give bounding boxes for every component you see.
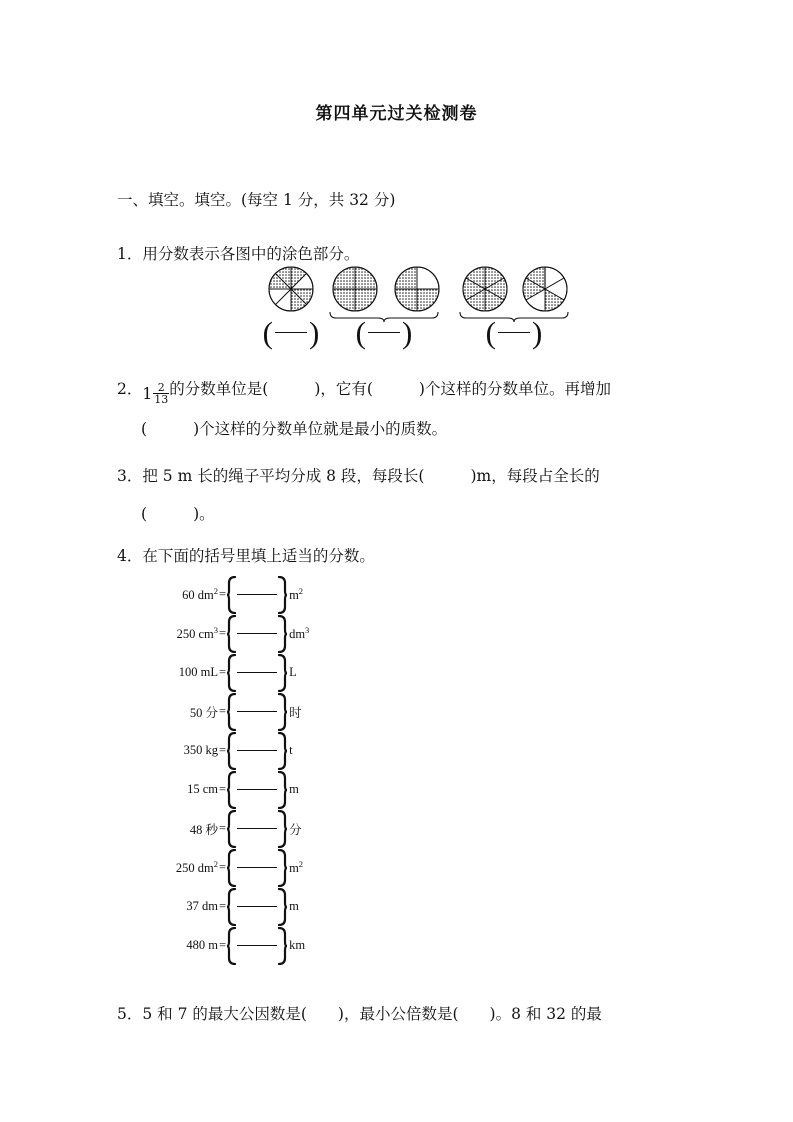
conversion-unit: 分 <box>289 822 302 837</box>
question-3-line-1 <box>117 465 600 488</box>
equals-sign: = <box>219 626 227 640</box>
section-heading: 一、填空。填空。(每空 1 分，共 32 分) <box>117 191 396 209</box>
question-5-number: 5． <box>117 1005 143 1023</box>
circle-5 <box>522 266 568 312</box>
conversion-unit: m <box>289 899 299 913</box>
equals-sign: = <box>219 821 227 835</box>
bracket-left-icon <box>226 810 236 852</box>
conversion-answer-blank[interactable] <box>226 771 288 809</box>
conversion-row <box>146 614 309 653</box>
conversion-row <box>146 770 309 809</box>
conversion-row <box>146 809 309 848</box>
conversion-unit: m <box>289 782 299 796</box>
conversion-answer-blank[interactable] <box>226 693 288 731</box>
equals-sign: = <box>219 782 227 796</box>
page-title: 第四单元过关检测卷 <box>315 104 478 124</box>
question-2-line-1 <box>117 378 611 407</box>
fraction-bar <box>275 332 307 333</box>
question-2-text-a: 的分数单位是( <box>169 380 269 398</box>
question-5-text <box>117 1003 602 1026</box>
equals-sign: = <box>219 665 227 679</box>
conversion-answer-blank[interactable] <box>226 654 288 692</box>
conversion-unit: t <box>289 743 293 757</box>
equals-sign: = <box>219 743 227 757</box>
bracket-right-icon <box>278 615 288 657</box>
question-3-text-d: )。 <box>193 505 215 523</box>
left-paren: ( <box>485 315 496 350</box>
bracket-right-icon <box>278 810 288 852</box>
bracket-right-icon <box>278 732 288 774</box>
fraction-bar <box>237 828 277 829</box>
question-1-prompt: 用分数表示各图中的涂色部分。 <box>142 245 360 263</box>
bracket-left-icon <box>226 615 236 657</box>
fraction-bar <box>237 594 277 595</box>
fraction-bar <box>237 750 277 751</box>
conversion-value: 100 mL <box>178 665 218 679</box>
conversion-value-exponent: 3 <box>213 624 218 635</box>
equals-sign: = <box>219 899 227 913</box>
right-paren: ) <box>402 315 413 350</box>
bracket-left-icon <box>226 927 236 969</box>
question-3-number: 3． <box>117 467 143 485</box>
question-2-text-c: )个这样的分数单位。再增加 <box>418 380 611 398</box>
conversion-row <box>146 926 309 965</box>
conversion-answer-blank[interactable] <box>226 810 288 848</box>
fraction-bar <box>498 332 530 333</box>
question-4-text <box>117 545 375 568</box>
fraction-bar <box>237 945 277 946</box>
question-4-number: 4． <box>117 547 143 565</box>
bracket-right-icon <box>278 771 288 813</box>
conversion-unit-exponent: 2 <box>298 858 304 869</box>
fraction-circles-figure <box>262 262 543 357</box>
question-3-text-b: )m，每段占全长的 <box>470 467 600 485</box>
bracket-right-icon <box>278 849 288 891</box>
question-2-number: 2． <box>117 380 143 398</box>
conversion-unit-exponent: 2 <box>298 585 304 596</box>
circle-1 <box>268 266 314 312</box>
bracket-left-icon <box>226 888 236 930</box>
conversion-unit: $dm^3$ <box>289 624 310 642</box>
circle-2 <box>332 266 378 312</box>
right-paren: ) <box>532 315 543 350</box>
equals-sign: = <box>219 704 227 718</box>
question-2-line-2 <box>141 418 447 441</box>
bracket-left-icon <box>226 849 236 891</box>
fraction-denominator: 13 <box>154 393 169 407</box>
fraction-bar <box>237 906 277 907</box>
equals-sign: = <box>219 938 227 952</box>
answer-blank-2[interactable] <box>349 315 419 350</box>
bracket-right-icon <box>278 576 288 618</box>
conversion-answer-blank[interactable] <box>226 927 288 965</box>
fraction-bar <box>237 633 277 634</box>
question-3-text-a: 把 5 m 长的绳子平均分成 8 段，每段长( <box>142 467 425 485</box>
conversion-value: 48 秒 <box>189 822 218 837</box>
conversion-row <box>146 848 309 887</box>
conversion-answer-blank[interactable] <box>226 615 288 653</box>
unit-conversion-list <box>146 575 309 965</box>
right-paren: ) <box>309 315 320 350</box>
question-2-text-d: ( <box>141 420 148 438</box>
conversion-row <box>146 887 309 926</box>
fraction-bar <box>368 332 400 333</box>
equals-sign: = <box>219 587 227 601</box>
bracket-left-icon <box>226 576 236 618</box>
mixed-fraction-1-2-13 <box>142 380 169 407</box>
fraction-bar <box>237 711 277 712</box>
answer-blank-3[interactable] <box>479 315 549 350</box>
bracket-right-icon <box>278 927 288 969</box>
conversion-row <box>146 575 309 614</box>
bracket-left-icon <box>226 693 236 735</box>
conversion-row <box>146 731 309 770</box>
fraction-bar <box>237 672 277 673</box>
circle-4 <box>462 266 508 312</box>
conversion-value: 350 kg <box>183 743 218 757</box>
conversion-value: 37 dm <box>186 899 218 913</box>
conversion-value: 15 cm <box>187 782 218 796</box>
circle-3 <box>394 266 440 312</box>
question-4-prompt: 在下面的括号里填上适当的分数。 <box>142 547 375 565</box>
conversion-value: 60 $dm^2$ <box>182 585 218 603</box>
conversion-answer-blank[interactable] <box>226 849 288 887</box>
fraction-bar <box>237 867 277 868</box>
left-paren: ( <box>262 315 273 350</box>
conversion-value-exponent: 2 <box>213 858 218 869</box>
bracket-left-icon <box>226 771 236 813</box>
conversion-value: 480 m <box>186 938 218 952</box>
conversion-unit: $m^2$ <box>289 858 304 876</box>
conversion-value: 250 $cm^3$ <box>176 624 218 642</box>
answer-blank-1[interactable] <box>256 315 326 350</box>
bracket-left-icon <box>226 732 236 774</box>
bracket-right-icon <box>278 693 288 735</box>
conversion-value: 250 $dm^2$ <box>175 858 218 876</box>
fraction-whole: 1 <box>142 384 153 403</box>
conversion-unit: km <box>289 938 306 952</box>
conversion-unit: $m^2$ <box>289 585 304 603</box>
conversion-row <box>146 653 309 692</box>
fraction-bar <box>237 789 277 790</box>
bracket-left-icon <box>226 654 236 696</box>
conversion-unit: L <box>289 665 297 679</box>
bracket-right-icon <box>278 654 288 696</box>
conversion-value: 50 分 <box>189 705 218 720</box>
conversion-value-exponent: 2 <box>213 585 218 596</box>
conversion-answer-blank[interactable] <box>226 888 288 926</box>
equals-sign: = <box>219 860 227 874</box>
conversion-answer-blank[interactable] <box>226 732 288 770</box>
question-1-number: 1． <box>117 245 143 263</box>
left-paren: ( <box>355 315 366 350</box>
conversion-row <box>146 692 309 731</box>
question-2-text-e: )个这样的分数单位就是最小的质数。 <box>193 420 448 438</box>
conversion-unit: 时 <box>289 705 302 720</box>
question-3-line-2 <box>141 503 215 526</box>
question-5-prompt: 5 和 7 的最大公因数是( )，最小公倍数是( )。8 和 32 的最 <box>142 1005 602 1023</box>
question-2-text-b: )，它有( <box>314 380 373 398</box>
conversion-unit-exponent: 3 <box>305 624 310 635</box>
question-3-text-c: ( <box>141 505 148 523</box>
fraction-numerator: 2 <box>157 380 165 394</box>
conversion-answer-blank[interactable] <box>226 576 288 614</box>
bracket-right-icon <box>278 888 288 930</box>
